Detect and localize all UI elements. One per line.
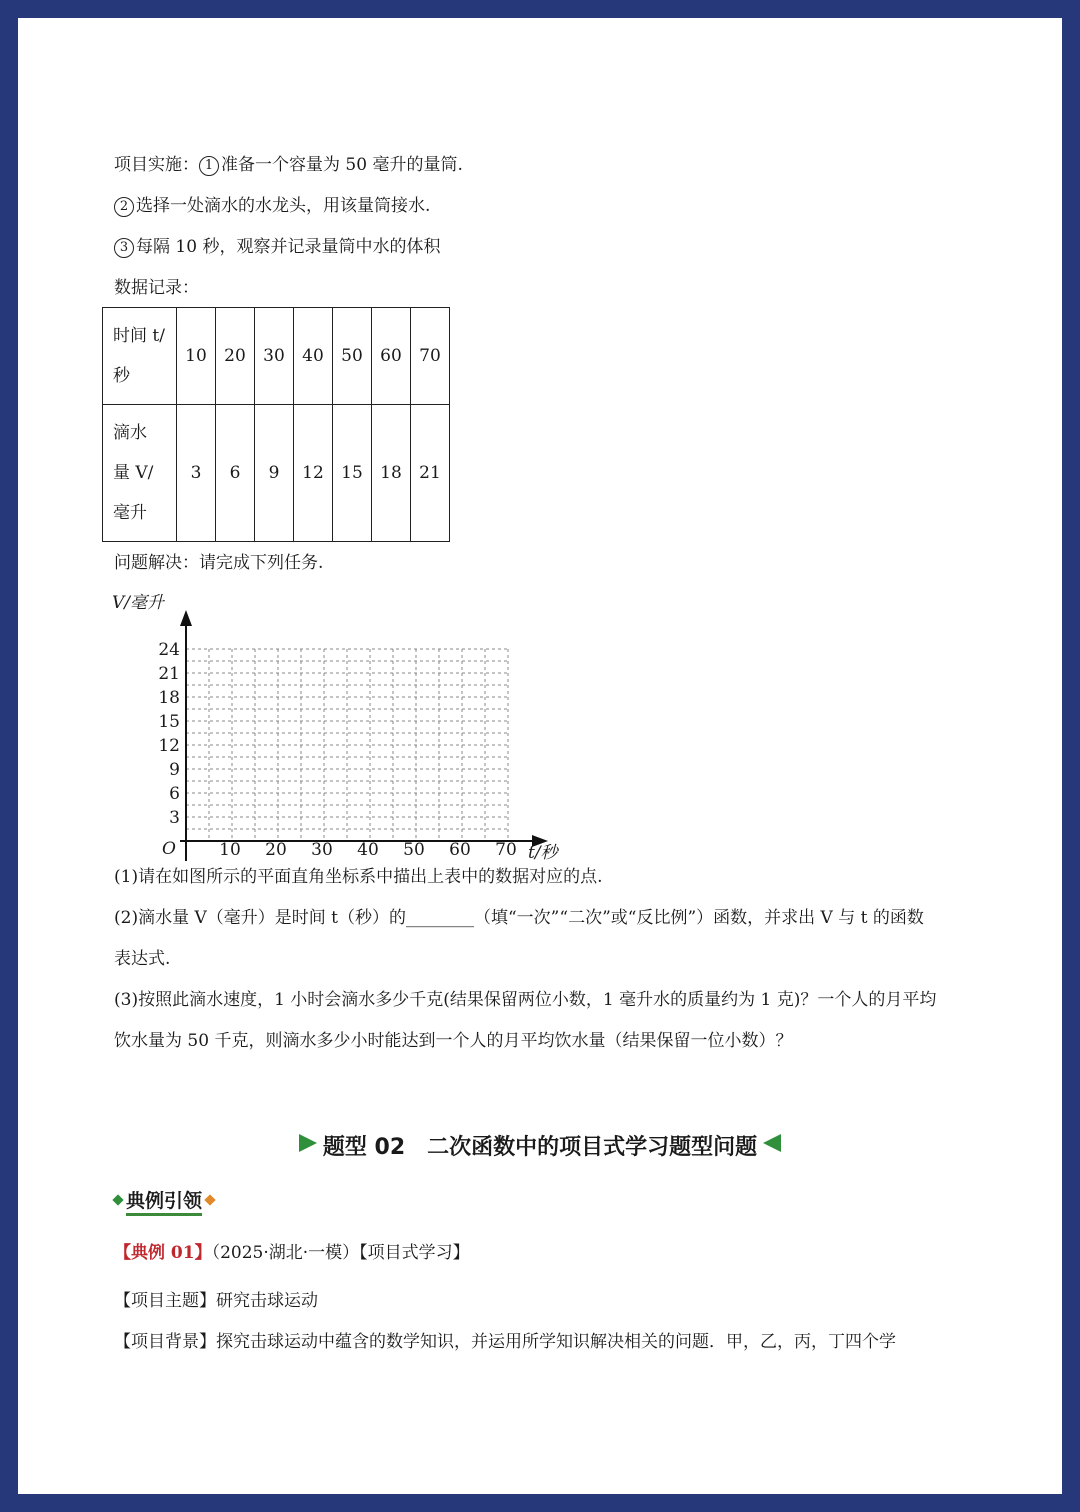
diamond-icon (204, 1194, 215, 1205)
x-tick-label: 20 (265, 840, 287, 860)
question-2-line-1: (2)滴水量 V（毫升）是时间 t（秒）的________（填“一次”“二次”或“反比例”）函数，并求出 V 与 t 的函数 (114, 908, 924, 928)
table-cell: 21 (411, 405, 450, 542)
y-tick-label: 9 (169, 760, 180, 780)
table-cell: 20 (216, 308, 255, 405)
project-background: 【项目背景】探究击球运动中蕴含的数学知识，并运用所学知识解决相关的问题．甲，乙，丙，丁四个学 (114, 1332, 896, 1352)
table-cell: 50 (333, 308, 372, 405)
table-header-time: 时间 t/ 秒 (103, 308, 177, 405)
x-axis-label: t/秒 (528, 843, 558, 863)
x-tick-label: 70 (495, 840, 517, 860)
table-cell: 10 (177, 308, 216, 405)
y-tick-label: 18 (158, 688, 180, 708)
table-cell: 15 (333, 405, 372, 542)
x-tick-label: 40 (357, 840, 379, 860)
table-row-time (103, 308, 450, 405)
table-cell: 70 (411, 308, 450, 405)
x-tick-label: 60 (449, 840, 471, 860)
triangle-left-icon (763, 1134, 781, 1152)
x-tick-label: 50 (403, 840, 425, 860)
question-3-line-2: 饮水量为 50 千克，则滴水多少小时能达到一个人的月平均饮水量（结果保留一位小数）？ (114, 1031, 793, 1051)
chart-grid (186, 649, 508, 841)
question-3-line-1: (3)按照此滴水速度，1 小时会滴水多少千克(结果保留两位小数，1 毫升水的质量约为 1 克)？一个人的月平均 (114, 990, 937, 1010)
table-cell: 12 (294, 405, 333, 542)
table-header-volume: 滴水 量 V/ 毫升 (103, 405, 177, 542)
table-cell: 40 (294, 308, 333, 405)
table-cell: 30 (255, 308, 294, 405)
document-page (18, 18, 1062, 1494)
x-tick-label: 30 (311, 840, 333, 860)
y-tick-label: 24 (158, 640, 180, 660)
chart-x-ticks (219, 840, 517, 860)
y-tick-label: 6 (169, 784, 180, 804)
diamond-icon (112, 1194, 123, 1205)
section-title: 题型 02 二次函数中的项目式学习题型问题 (18, 1130, 1062, 1161)
circled-number-1: 1 (199, 156, 219, 176)
example-header: 【典例 01】（2025·湖北·一模）【项目式学习】 (114, 1243, 470, 1263)
step-1: 项目实施： 1 准备一个容量为 50 毫升的量筒. (114, 155, 463, 175)
example-tag: 【典例 01】 (114, 1243, 212, 1263)
table-row-volume (103, 405, 450, 542)
table-cell: 6 (216, 405, 255, 542)
x-tick-label: 10 (219, 840, 241, 860)
y-tick-label: 15 (158, 712, 180, 732)
y-axis-label: V/毫升 (112, 593, 165, 613)
triangle-right-icon (299, 1134, 317, 1152)
question-2-line-2: 表达式. (114, 949, 171, 969)
problem-label: 问题解决：请完成下列任务. (114, 553, 324, 573)
chart-y-ticks (158, 640, 180, 828)
step-2: 2 选择一处滴水的水龙头，用该量筒接水. (114, 194, 430, 218)
y-tick-label: 12 (158, 736, 180, 756)
y-tick-label: 21 (158, 664, 180, 684)
table-cell: 9 (255, 405, 294, 542)
circled-number-2: 2 (114, 197, 134, 217)
table-cell: 3 (177, 405, 216, 542)
origin-label: O (162, 839, 176, 859)
data-record-label: 数据记录： (114, 278, 199, 298)
data-table (102, 307, 450, 542)
example-lead-heading: 典例引领 (114, 1186, 214, 1213)
step-3: 3 每隔 10 秒，观察并记录量筒中水的体积 (114, 235, 440, 259)
y-axis-arrow-icon (180, 610, 192, 626)
project-theme: 【项目主题】研究击球运动 (114, 1291, 318, 1311)
y-tick-label: 3 (169, 808, 180, 828)
coordinate-grid-chart (104, 584, 584, 874)
question-1: (1)请在如图所示的平面直角坐标系中描出上表中的数据对应的点. (114, 867, 603, 887)
table-cell: 60 (372, 308, 411, 405)
chart-axes (180, 610, 548, 861)
table-cell: 18 (372, 405, 411, 542)
circled-number-3: 3 (114, 238, 134, 258)
